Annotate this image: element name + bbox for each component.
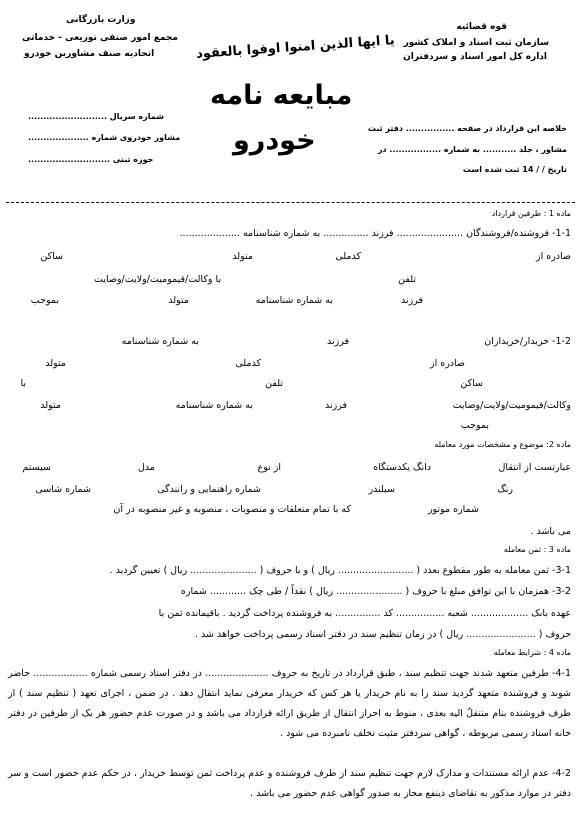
condition-4-1: 4-1- طرفین متعهد شدند جهت تنظیم سند ، طبق قرارداد در تاریخ به حروف ..................... در دفتر اسناد رسمی شماره .................. حاضر شوند و فروشنده متعهد گردید سند را به نام خریدار یا هر کس که خریدار معرفی نماید انتقال دهد . در ضمن ، اجرای تعهد ( تنظیم سند ) از طرف فروشنده بنام منتقلٌ الیه بعدی ، منوط به احراز انتقال از طریق ارائه قرارداد می باشد و در صورت عدم حضور هر یک از طرفین در دفتر خانه اسناد رسمی مربوطه ، گواهی سردفتر مثبت تخلف نامبرده می شود . (8, 668, 571, 739)
notary-dept-label: اداره کل امور اسناد و سردفتران (403, 52, 547, 62)
seller-line-1: 1-1- فروشنده/فروشندگان ...................... فرزند ............... به شماره شناسنامه .................... (179, 228, 571, 239)
registration-org-label: سازمان ثبت اسناد و املاک کشور (403, 38, 549, 48)
seller-line-4 (8, 295, 571, 309)
quran-verse: یا ایها الذین امنوا اوفوا بالعقود (195, 33, 396, 62)
buyer-line-4 (8, 400, 571, 414)
attorney-label: وکالت/قیمومیت/ولایت/وصایت (452, 400, 571, 411)
national-id-label: کدملی (235, 358, 261, 369)
share-label: دانگ یکدستگاه (373, 462, 431, 473)
with-label: با (20, 378, 26, 389)
system-label: سیستم (22, 462, 51, 473)
article-2-heading: ماده 2: موضوع و مشخصات مورد معامله (434, 440, 571, 449)
model-label: مدل (138, 462, 155, 473)
vehicle-line-1 (8, 462, 571, 476)
union-label: اتحادیه صنف مشاورین خودرو (24, 49, 155, 59)
is-label: می باشد . (530, 526, 571, 537)
id-number-label: به شماره شناسنامه (121, 336, 199, 347)
chassis-number-label: شماره شاسی (35, 484, 91, 495)
id-number-label: به شماره شناسنامه (175, 400, 253, 411)
accessories-label: که با تمام متعلقات و منصوبات ، منصوبه و غیر منصوبه در آن (113, 504, 351, 515)
child-of-label: فرزند (326, 336, 349, 347)
pursuant-label: بموجب (30, 295, 59, 306)
vehicle-line-2 (8, 484, 571, 498)
price-line-4: حروف ( ....................... ریال ) در زمان تنظیم سند در دفتر اسناد رسمی پرداخت خواهد شد . (194, 629, 571, 640)
serial-number-field: شماره سریال .......................... (28, 112, 164, 121)
national-id-label: کدملی (335, 251, 361, 262)
residence-label: ساکن (40, 251, 63, 262)
buyer-line-2 (8, 358, 571, 372)
buyer-line-3 (8, 378, 571, 392)
id-number-label: به شماره شناسنامه (255, 295, 333, 306)
summary-page-field: خلاصه این قرارداد در صفحه ................ دفتر ثبت (367, 124, 567, 133)
type-label: از نوع (257, 462, 281, 473)
seller-line-3 (8, 274, 571, 288)
buyer-line-5 (8, 420, 571, 434)
title-car: خودرو (233, 125, 316, 156)
judiciary-label: قوه قضائیه (456, 22, 507, 32)
attorney-label: با وکالت/قیمومیت/ولایت/وصایت (94, 274, 221, 285)
article-1-heading: ماده 1 : طرفین قرارداد (491, 209, 571, 218)
engine-number-label: شماره موتور (427, 504, 479, 515)
plate-number-label: شماره راهنمایی و رانندگی (157, 484, 261, 495)
buyer-line-1 (8, 336, 571, 350)
birth-label: متولد (168, 295, 189, 306)
registration-date-field: تاریخ / / 14 ثبت شده است (462, 165, 567, 174)
issued-from-label: صادره از (429, 358, 465, 369)
child-of-label: فرزند (400, 295, 423, 306)
vehicle-line-3 (8, 504, 571, 518)
transfer-label: عبارتست از انتقال (498, 462, 571, 473)
birth-label: متولد (45, 358, 66, 369)
birth-label: متولد (232, 251, 253, 262)
phone-label: تلفن (265, 378, 283, 389)
child-of-label: فرزند (324, 400, 347, 411)
vehicle-line-4 (8, 526, 571, 540)
consultant-number-field: مشاور خودروی شماره .................... (28, 133, 181, 142)
price-line-3: عهده بانک ................... شعبه ................ کد ............... به فروشنده پرداخت گردید . باقیمانده ثمن با (158, 608, 571, 619)
article-4-heading: ماده 4 : شرایط معامله (493, 648, 571, 657)
title-agreement: مبایعه نامه (210, 80, 353, 111)
guild-council-label: مجمع امور صنفی توزیعی - خدماتی (22, 33, 178, 43)
cylinder-label: سیلندر (368, 484, 395, 495)
issued-from-label: صادره از (535, 251, 571, 262)
seller-line-2 (8, 251, 571, 265)
color-label: رنگ (497, 484, 513, 495)
birth-label: متولد (40, 400, 61, 411)
condition-4-2: 4-2- عدم ارائه مستندات و مدارک لازم جهت تنظیم سند از طرف فروشنده و عدم پرداخت ثمن توسط خریدار ، در حکم عدم حضور است و سر دفتر در موارد مذکور به تقاضای ذینفع مجاز به صدور گواهی عدم حضور می باشد . (8, 768, 571, 799)
registry-zone-field: حوزه ثبتی ........................... (28, 155, 154, 164)
pursuant-label: بموجب (460, 420, 489, 431)
buyer-label: 1-2- خریدار/خریداران (484, 336, 571, 347)
article-3-heading: ماده 3 : ثمن معامله (503, 545, 571, 554)
header-divider (6, 202, 575, 203)
ministry-label: وزارت بازرگانی (66, 15, 136, 25)
summary-volume-field: مشاور ، جلد ........... به شماره ................. در (377, 145, 567, 154)
price-line-2: 3-2- همزمان با این توافق مبلغ با حروف ( ...................... ریال ) نقداً / طی چک ............ شماره (180, 586, 571, 597)
residence-label: ساکن (460, 378, 483, 389)
price-line-1: 3-1- ثمن معامله به طور مقطوع بعدد ( ......................... ریال ) و با حروف ( ...................... ریال ) تعیین گردید . (109, 565, 571, 576)
phone-label: تلفن (398, 274, 416, 285)
